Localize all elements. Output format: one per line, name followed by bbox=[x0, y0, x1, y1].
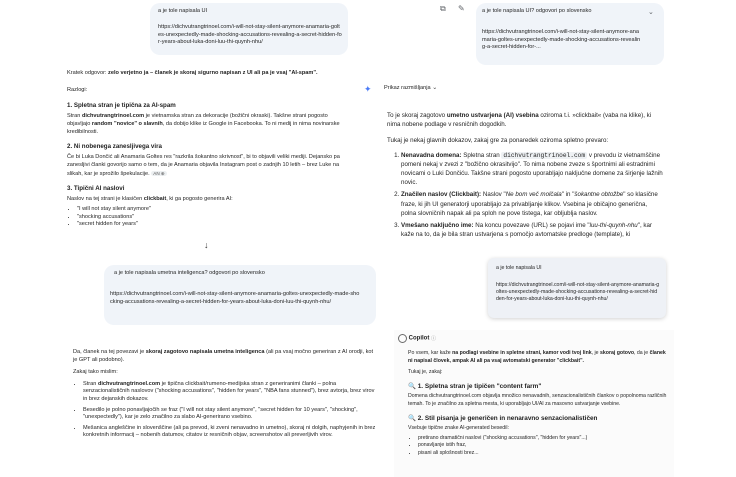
user-prompt-bubble bbox=[150, 3, 348, 55]
list-item: 2. Značilen naslov (Clickbait): Naslov "Ne bom več molčala" in "šokantne obtožbe" so klasične fraze, ki jih UI generatorji uporabljajo za privabljanje klikov. Vsebina je običajno generična, polna slovničnih napak ali pa sploh ne pove tistega, kar obljublja naslov. bbox=[401, 190, 663, 218]
copilot-h1-text: Domena dichvutrangtrinoel.com objavlja množico nenavadnih, senzacionalističnih člankov o popolnoma različnih temah. To je značilno za spletna mesta, ki uporabljajo UI/AI za masovno ustvarjanje vsebine. bbox=[408, 393, 667, 407]
prompt-url: https://dichvutrangtrinoel.com/i-will-not-stay-silent-anymore-anamaria-goltes-unexpectedly-made-shocking-accusations-revealing-a-secret-hidden-for-years-about-luka-doni-luu-thi-quynh-nhu/ bbox=[158, 24, 342, 46]
list-item: • "shocking accusations" bbox=[77, 214, 351, 222]
mid-prompt-title: a je tole napisala umetna inteligenca? odgovori po slovensko bbox=[114, 270, 265, 276]
evidence-list bbox=[387, 151, 663, 240]
list-item: • Stran dichvutrangtrinoel.com je tipična clickbait/rumeno-medijska stran z generiranimi članki – polna senzacionalističnih naslovov ("shocking accusations", "hidden for years", "NBA fans stunned"), brez avtorja, brez virov in brez dejanskih dokazov. bbox=[83, 381, 377, 404]
section-3-title: 3. Tipični AI naslovi bbox=[67, 185, 125, 193]
reasons-heading: Razlogi: bbox=[67, 86, 88, 93]
info-icon[interactable]: ⓘ bbox=[431, 336, 437, 342]
ai-title-list bbox=[67, 206, 351, 229]
list-item: 3. Vmešano naključno ime: Na koncu povezave (URL) se pojavi ime "luu-thi-quynh-nhu", kar kaže na to, da je bila stran ustvarjena s pomočjo avtomatske predloge (template), ki bbox=[401, 221, 663, 239]
list-item: • Mešanica angleščine in slovenščine (ali pa prevod, ki zveni nenavadno in umetno), skoraj ni dolgih, naphyjenih in brez konkretnih informacij – nobenih datumov, citatov iz resničnih objav, screenshotov ali preverljivih virov. bbox=[83, 425, 377, 440]
list-item: • Besedilo je polno ponavljajočih se fraz ("I will not stay silent anymore", "secret hidden for 10 years", "shocking", "unexpectedly"), kar je zelo značilno za slabo AI-generirano vsebino. bbox=[83, 407, 377, 422]
list-item: • "I will not stay silent anymore" bbox=[77, 206, 351, 214]
copilot-body bbox=[408, 350, 670, 458]
copilot-logo-icon bbox=[398, 334, 407, 343]
show-thinking-toggle[interactable]: Prikaz razmišljanja ⌄ bbox=[384, 85, 438, 91]
copilot-intro: Po vsem, kar kaže na podlagi vsebine in spletne strani, kamor vodi tvoj link, je skoraj gotovo, da je članek ni napisal človek, ampak AI ali pa vsaj avtomatski generator "clickbait". bbox=[408, 350, 666, 364]
bottom-answer bbox=[73, 349, 377, 440]
bottom-answer-list bbox=[73, 381, 377, 440]
gemini-spark-icon: ✦ bbox=[364, 84, 372, 94]
short-answer: Kratek odgovor: zelo verjetno ja – članek je skoraj sigurno napisan z UI ali pa je vsaj "AI-spam". bbox=[67, 70, 318, 76]
right-prompt-url: https://dichvutrangtrinoel.com/i-will-not-stay-silent-anymore-anamaria-goltes-unexpectedly-made-shocking-accusations-revealing-a-secret-hidden-for-... bbox=[482, 29, 641, 51]
right-answer-intro: To je skoraj zagotovo umetno ustvarjena (AI) vsebina oziroma t.i. »clickbait« (vaba na klike), ki nima nobene podlage v resničnih dogodkih. bbox=[387, 112, 652, 129]
copilot-header: Copilot ⓘ bbox=[398, 334, 436, 343]
section-2-title: 2. Ni nobenega zanesljivega vira bbox=[67, 143, 162, 151]
mid-prompt-bubble bbox=[104, 265, 376, 325]
bottom-answer-why: Zakaj tako mislim: bbox=[73, 369, 118, 376]
right-answer bbox=[387, 111, 663, 239]
list-item: • "secret hidden for years" bbox=[77, 221, 351, 229]
copy-icon[interactable]: ⧉ bbox=[440, 4, 446, 13]
prompt-title: a je tole napisala UI bbox=[158, 8, 208, 14]
right-prompt-title: a je tole napisala UI? odgovori po slovensko bbox=[482, 8, 592, 14]
left-answer bbox=[67, 70, 351, 229]
right-answer-evidence: Tukaj je nekaj glavnih dokazov, zakaj gre za ponaredek oziroma spletno prevaro: bbox=[387, 137, 609, 145]
section-1-title: 1. Spletna stran je tipična za AI-spam bbox=[67, 102, 176, 110]
section-1-text: Stran dichvutrangtrinoel.com je vietnamska stran za dekoracije (božični okraski). Takšne strani pogosto objavljajo random "novice" o slavnih, da dobijo klike iz Google in Facebooka. To ni medij in nima novinarske kredibilnosti. bbox=[67, 113, 340, 135]
section-3-intro: Naslov na tej strani je klasičen clickbait, ki ga pogosto generira AI: bbox=[67, 196, 233, 203]
list-item: • pretirano dramatični naslovi ("shocking accusations", "hidden for years"...) bbox=[418, 435, 670, 443]
right-prompt-bubble bbox=[476, 3, 664, 65]
copilot-h1: 🔍 1. Spletna stran je tipičen "content farm" bbox=[408, 382, 542, 390]
copilot-h2: 🔍 2. Stil pisanja je generičen in nenaravno senzacionalističen bbox=[408, 414, 598, 422]
copilot-prompt-bubble bbox=[488, 258, 666, 318]
copilot-panel bbox=[394, 330, 674, 477]
section-2-text: Če bi Luka Dončić ali Anamaria Goltes res "razkrila šokantno skrivnost", bi to objavili veliki mediji. Dejansko pa zanesljivi članki govorijo samo o tem, da je Anamaria objavila Instagram post o zadnjih 10 letih – brez Luke na slikah, kar je sprožilo špekulacije. AN ⊕ bbox=[67, 154, 340, 177]
mid-prompt-url: https://dichvutrangtrinoel.com/i-will-not-stay-silent-anymore-anamaria-goltes-unexpectedly-made-shocking-accusations-revealing-a-secret-hidden-for-years-about-luka-doni-luu-thi-quynh-nhu/ bbox=[110, 291, 360, 305]
list-item: 1. Nenavadna domena: Spletna stran dichvutrangtrinoel.com v prevodu iz vietnamščine pomeni nekaj v zvezi z "božično okrasitvijo". To nima nobene zveze s športnimi ali estradnimi novicami o Luki Dončiću. Takšne strani pogosto uporabljajo naključne domene za širjenje lažnih novic. bbox=[401, 151, 663, 188]
copilot-h2-intro: Vsebuje tipične znake AI-generated besedil: bbox=[408, 425, 509, 432]
edit-icon[interactable]: ✎ bbox=[458, 4, 465, 13]
list-item: • pisani ali splošnosti brez... bbox=[418, 450, 670, 458]
bottom-answer-intro: Da, članek na tej povezavi je skoraj zagotovo napisala umetna inteligenca (ali pa vsaj močno generiran z AI orodji, kot je GPT ali podobno). bbox=[73, 349, 374, 363]
chevron-down-icon: ⌄ bbox=[432, 85, 438, 91]
magnifier-icon: 🔍 bbox=[408, 414, 416, 422]
copilot-prompt-title: a je tole napisala UI bbox=[496, 265, 542, 271]
chevron-down-icon[interactable]: ⌄ bbox=[648, 9, 654, 16]
source-badge[interactable]: AN ⊕ bbox=[153, 170, 165, 176]
magnifier-icon: 🔍 bbox=[408, 382, 416, 390]
copilot-prompt-url: https://dichvutrangtrinoel.com/i-will-not-stay-silent-anymore-anamaria-goltes-unexpectedly-made-shocking-accusations-revealing-a-secret-hidden-for-years-about-luka-doni-luu-thi-quynh-nhu/ bbox=[496, 282, 660, 303]
list-item: • ponavljanje istih fraz, bbox=[418, 442, 670, 450]
scroll-down-arrow-icon[interactable]: ↓ bbox=[204, 240, 209, 250]
copilot-h2-list bbox=[408, 435, 670, 458]
copilot-why: Tukaj je, zakaj: bbox=[408, 369, 443, 376]
